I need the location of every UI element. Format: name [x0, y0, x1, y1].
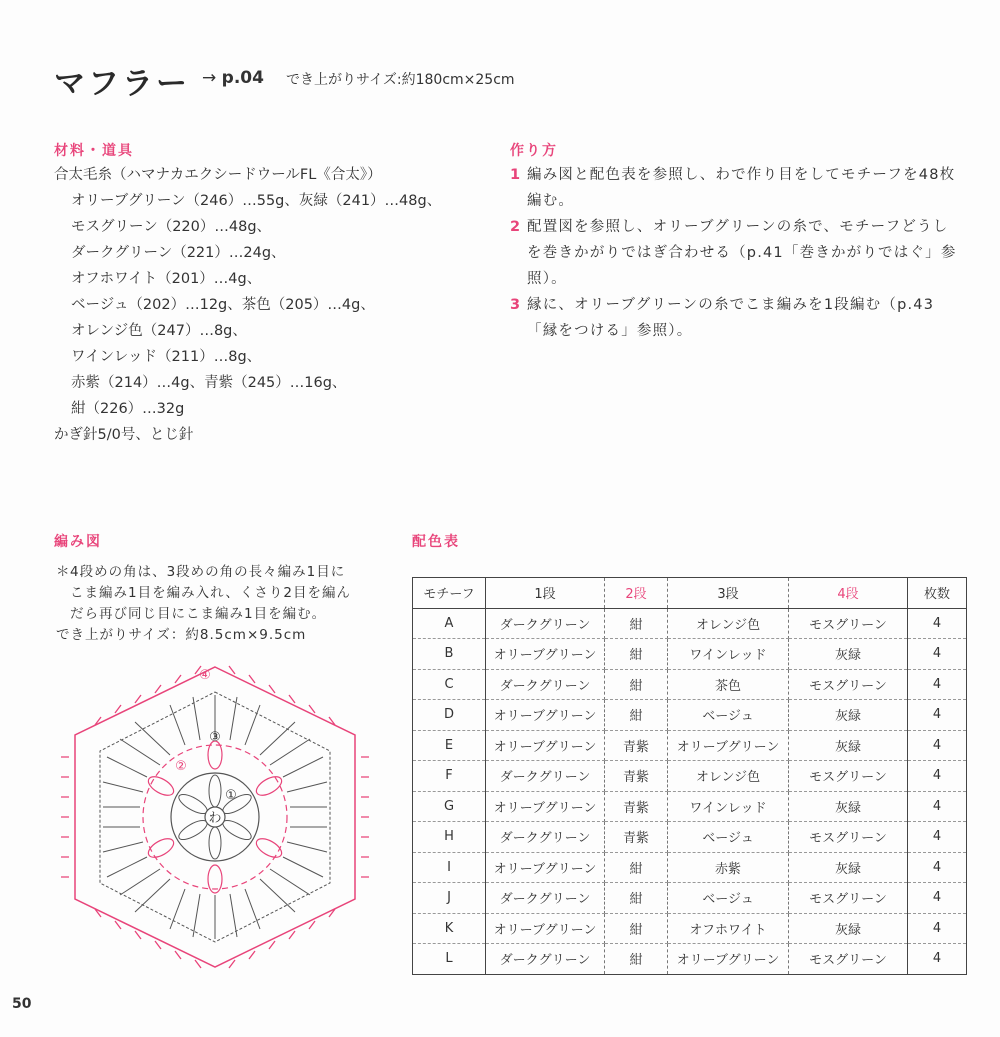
cell-round1: ダークグリーン	[486, 883, 605, 914]
page-ref-link[interactable]: p.04	[221, 68, 264, 88]
materials-line: オレンジ色（247）…8g、	[71, 323, 247, 339]
cell-count: 4	[908, 700, 967, 731]
cell-motif: J	[413, 883, 486, 914]
cell-round3: オフホワイト	[668, 913, 789, 944]
header-motif: モチーフ	[413, 578, 486, 609]
cell-round2: 青紫	[605, 730, 668, 761]
cell-round2: 青紫	[605, 791, 668, 822]
header-round1: 1段	[486, 578, 605, 609]
page-reference	[202, 68, 264, 88]
method-step	[510, 214, 960, 292]
cell-round2: 青紫	[605, 822, 668, 853]
round-label-3: ③	[209, 730, 221, 745]
cell-count: 4	[908, 913, 967, 944]
cell-count: 4	[908, 761, 967, 792]
cell-round4: モスグリーン	[789, 883, 908, 914]
cell-round1: オリーブグリーン	[486, 913, 605, 944]
table-row	[413, 639, 967, 670]
step-number: 3	[510, 297, 521, 313]
materials-line: ワインレッド（211）…8g、	[71, 349, 262, 365]
method-step	[510, 162, 960, 214]
cell-round4: モスグリーン	[789, 822, 908, 853]
cell-round1: ダークグリーン	[486, 669, 605, 700]
table-header-row	[413, 578, 967, 609]
materials-line: オリーブグリーン（246）…55g、灰緑（241）…48g、	[71, 193, 442, 209]
materials-heading: 材料・道具	[54, 143, 134, 159]
table-row	[413, 608, 967, 639]
note-line: こま編み1目を編み入れ、くさり2目を編ん	[70, 585, 351, 601]
cell-round2: 紺	[605, 639, 668, 670]
cell-round1: オリーブグリーン	[486, 791, 605, 822]
cell-round3: オリーブグリーン	[668, 944, 789, 975]
page-number: 50	[12, 996, 32, 1012]
cell-round2: 紺	[605, 944, 668, 975]
cell-round2: 紺	[605, 883, 668, 914]
chart-note	[56, 562, 386, 646]
materials-line: ベージュ（202）…12g、茶色（205）…4g、	[71, 297, 375, 313]
cell-round1: ダークグリーン	[486, 944, 605, 975]
cell-motif: F	[413, 761, 486, 792]
cell-round3: ベージュ	[668, 700, 789, 731]
table-row	[413, 700, 967, 731]
materials-line: 合太毛糸（ハマナカエクシードウールFL《合太》）	[54, 167, 382, 183]
finished-size: でき上がりサイズ:約180cm×25cm	[286, 72, 515, 88]
cell-motif: B	[413, 639, 486, 670]
cell-round1: オリーブグリーン	[486, 852, 605, 883]
table-row	[413, 852, 967, 883]
table-row	[413, 883, 967, 914]
cell-motif: A	[413, 608, 486, 639]
cell-round4: 灰緑	[789, 791, 908, 822]
materials-line: 赤紫（214）…4g、青紫（245）…16g、	[71, 375, 347, 391]
cell-round3: ベージュ	[668, 822, 789, 853]
materials-line: かぎ針5/0号、とじ針	[54, 427, 194, 443]
cell-motif: D	[413, 700, 486, 731]
step-text: 編み図と配色表を参照し、わで作り目をしてモチーフを48枚編む。	[527, 167, 956, 209]
cell-motif: E	[413, 730, 486, 761]
cell-count: 4	[908, 730, 967, 761]
cell-motif: G	[413, 791, 486, 822]
header-count: 枚数	[908, 578, 967, 609]
note-line: だら再び同じ目にこま編み1目を編む。	[70, 606, 327, 622]
cell-round1: オリーブグリーン	[486, 730, 605, 761]
cell-round4: 灰緑	[789, 730, 908, 761]
table-row	[413, 730, 967, 761]
cell-round1: オリーブグリーン	[486, 700, 605, 731]
cell-count: 4	[908, 883, 967, 914]
table-row	[413, 669, 967, 700]
materials-line: オフホワイト（201）…4g、	[71, 271, 262, 287]
cell-round3: オレンジ色	[668, 761, 789, 792]
cell-motif: L	[413, 944, 486, 975]
color-table-heading: 配色表	[412, 534, 460, 550]
chart-heading: 編み図	[54, 534, 102, 550]
cell-count: 4	[908, 608, 967, 639]
cell-round4: 灰緑	[789, 639, 908, 670]
color-table	[412, 577, 967, 975]
cell-round4: 灰緑	[789, 913, 908, 944]
page-title: マフラー	[54, 66, 190, 102]
step-text: 配置図を参照し、オリーブグリーンの糸で、モチーフどうしを巻きかがりではぎ合わせる（p.41「巻きかがりではぐ」参照）。	[527, 219, 957, 287]
cell-motif: K	[413, 913, 486, 944]
cell-round2: 紺	[605, 913, 668, 944]
cell-round2: 紺	[605, 700, 668, 731]
round-label-1: ①	[225, 788, 237, 803]
cell-round3: 茶色	[668, 669, 789, 700]
step-text: 縁に、オリーブグリーンの糸でこま編みを1段編む（p.43「縁をつける」参照）。	[527, 297, 935, 339]
table-row	[413, 822, 967, 853]
cell-round2: 紺	[605, 669, 668, 700]
cell-round3: 赤紫	[668, 852, 789, 883]
cell-round4: モスグリーン	[789, 761, 908, 792]
cell-count: 4	[908, 822, 967, 853]
note-star: ＊	[56, 564, 71, 580]
cell-round3: オリーブグリーン	[668, 730, 789, 761]
cell-count: 4	[908, 944, 967, 975]
cell-round4: モスグリーン	[789, 944, 908, 975]
table-row	[413, 791, 967, 822]
table-row	[413, 761, 967, 792]
step-number: 1	[510, 167, 521, 183]
cell-motif: C	[413, 669, 486, 700]
round-label-4: ④	[199, 668, 211, 683]
cell-count: 4	[908, 852, 967, 883]
cell-count: 4	[908, 791, 967, 822]
cell-motif: I	[413, 852, 486, 883]
crochet-diagram	[60, 656, 390, 978]
table-row	[413, 944, 967, 975]
header-round4: 4段	[789, 578, 908, 609]
header-round2: 2段	[605, 578, 668, 609]
materials-line: ダークグリーン（221）…24g、	[71, 245, 286, 261]
cell-round4: モスグリーン	[789, 608, 908, 639]
cell-round3: ワインレッド	[668, 791, 789, 822]
cell-round3: オレンジ色	[668, 608, 789, 639]
cell-round1: ダークグリーン	[486, 608, 605, 639]
cell-round2: 紺	[605, 608, 668, 639]
step-number: 2	[510, 219, 521, 235]
header-round3: 3段	[668, 578, 789, 609]
method-steps	[510, 162, 960, 344]
cell-motif: H	[413, 822, 486, 853]
cell-round1: ダークグリーン	[486, 822, 605, 853]
center-label: わ	[208, 811, 222, 826]
cell-round3: ベージュ	[668, 883, 789, 914]
arrow-icon: →	[202, 68, 217, 88]
table-row	[413, 913, 967, 944]
round-label-2: ②	[175, 759, 187, 774]
note-line: 4段めの角は、3段めの角の長々編み1目に	[70, 564, 346, 580]
cell-round2: 紺	[605, 852, 668, 883]
materials-list	[54, 162, 441, 448]
cell-count: 4	[908, 639, 967, 670]
cell-round1: ダークグリーン	[486, 761, 605, 792]
cell-round4: 灰緑	[789, 700, 908, 731]
materials-line: モスグリーン（220）…48g、	[71, 219, 272, 235]
chart-size: でき上がりサイズ：約8.5cm×9.5cm	[56, 627, 307, 643]
cell-round3: ワインレッド	[668, 639, 789, 670]
materials-line: 紺（226）…32g	[71, 401, 185, 417]
method-step	[510, 292, 960, 344]
cell-round4: モスグリーン	[789, 669, 908, 700]
cell-round4: 灰緑	[789, 852, 908, 883]
cell-round1: オリーブグリーン	[486, 639, 605, 670]
cell-round2: 青紫	[605, 761, 668, 792]
method-heading: 作り方	[510, 143, 558, 159]
cell-count: 4	[908, 669, 967, 700]
